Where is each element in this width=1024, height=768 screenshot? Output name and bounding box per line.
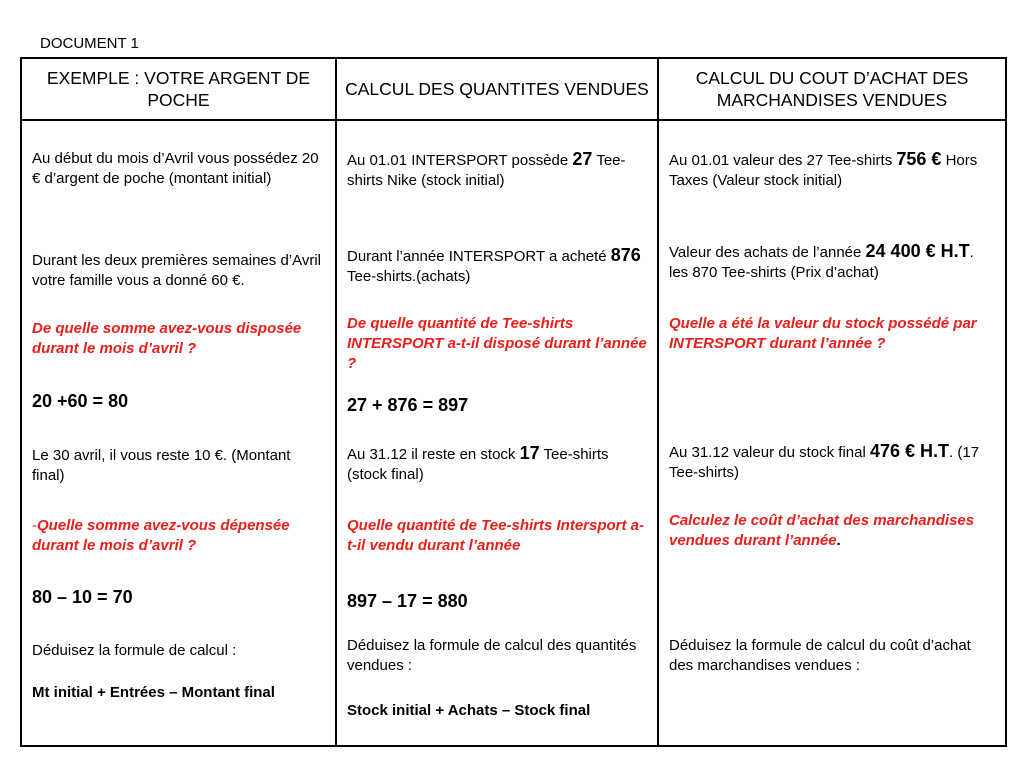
purchases-label: Durant l’année INTERSPORT a acheté <box>347 248 611 265</box>
purchases-desc: Tee-shirts.(achats) <box>347 268 471 285</box>
purchases-value-desc: . les 870 Tee-shirts (Prix d’achat) <box>669 244 974 281</box>
answer-available-sum: 20 +60 = 80 <box>32 391 129 411</box>
formula-quantities-sold: Stock initial + Achats – Stock final <box>347 702 591 719</box>
purchases-value-amount: 24 400 € H.T <box>865 241 970 261</box>
answer-spent-sum: 80 – 10 = 70 <box>32 587 133 607</box>
deduce-cost-formula-text: Déduisez la formule de calcul du coût d’achat des marchandises vendues : <box>669 637 971 674</box>
final-value-amount: 476 € H.T <box>869 441 950 461</box>
question-available-sum: De quelle somme avez-vous disposée durant le mois d’avril ? <box>32 320 302 357</box>
deduce-formula-text: Déduisez la formule de calcul : <box>32 642 237 659</box>
worksheet-table <box>20 57 1007 747</box>
content-row <box>21 120 1006 746</box>
document-label: DOCUMENT 1 <box>40 35 139 52</box>
final-stock-desc: Tee-shirts (stock final) <box>347 446 609 483</box>
question-quantity-sold: Quelle quantité de Tee-shirts Intersport a-t-il vendu durant l’année <box>347 517 644 554</box>
header-pocket-money: EXEMPLE : VOTRE ARGENT DE POCHE <box>21 58 336 120</box>
purchases-value: 876 <box>610 245 641 265</box>
final-amount-text: Le 30 avril, il vous reste 10 €. (Montant final) <box>32 447 291 484</box>
question-stock-value: Quelle a été la valeur du stock possédé par INTERSPORT durant l’année ? <box>669 315 977 352</box>
initial-stock-text <box>347 149 649 191</box>
final-stock-label: Au 31.12 il reste en stock <box>347 446 520 463</box>
question-spent-sum-text: Quelle somme avez-vous dépensée durant le mois d’avril ? <box>32 517 290 554</box>
column-pocket-money <box>21 120 336 746</box>
initial-stock-value: 27 <box>572 149 593 169</box>
answer-quantity-sold: 897 – 17 = 880 <box>347 591 468 611</box>
initial-amount-text: Au début du mois d’Avril vous possédez 20 € d’argent de poche (montant initial) <box>32 150 319 187</box>
initial-stock-label: Au 01.01 INTERSPORT possède <box>347 152 573 169</box>
question-cost-of-goods <box>669 511 997 551</box>
formula-pocket-money: Mt initial + Entrées – Montant final <box>32 684 275 701</box>
initial-stock-desc: Tee-shirts Nike (stock initial) <box>347 152 626 189</box>
question-available-quantity: De quelle quantité de Tee-shirts INTERSPORT a-t-il disposé durant l’année ? <box>347 315 647 372</box>
final-value-desc: . (17 Tee-shirts) <box>669 444 980 481</box>
header-quantities-sold: CALCUL DES QUANTITES VENDUES <box>336 58 658 120</box>
header-cost-of-goods-sold: CALCUL DU COUT D’ACHAT DES MARCHANDISES VENDUES <box>658 58 1006 120</box>
initial-value-amount: 756 € <box>896 149 942 169</box>
final-stock-value: 17 <box>519 443 540 463</box>
purchases-value-text <box>669 241 997 283</box>
deduce-quantity-formula-text: Déduisez la formule de calcul des quantités vendues : <box>347 637 637 674</box>
question-spent-sum <box>32 516 327 556</box>
final-stock-value-text <box>669 441 997 483</box>
purchases-value-label: Valeur des achats de l’année <box>669 244 866 261</box>
question-cost-of-goods-text: Calculez le coût d’achat des marchandises vendues durant l’année <box>669 512 975 549</box>
column-quantities-sold <box>336 120 658 746</box>
purchases-text <box>347 245 649 287</box>
header-row <box>21 58 1006 120</box>
answer-available-quantity: 27 + 876 = 897 <box>347 395 469 415</box>
final-stock-text <box>347 443 649 485</box>
column-cost-of-goods-sold <box>658 120 1006 746</box>
question-dash: - <box>32 517 37 534</box>
initial-value-label: Au 01.01 valeur des 27 Tee-shirts <box>669 152 897 169</box>
initial-stock-value-text <box>669 149 997 191</box>
final-value-label: Au 31.12 valeur du stock final <box>669 444 870 461</box>
entries-text: Durant les deux premières semaines d’Avril votre famille vous a donné 60 €. <box>32 252 322 289</box>
question-cost-of-goods-period: . <box>836 532 841 549</box>
initial-value-desc: Hors Taxes (Valeur stock initial) <box>669 152 978 189</box>
